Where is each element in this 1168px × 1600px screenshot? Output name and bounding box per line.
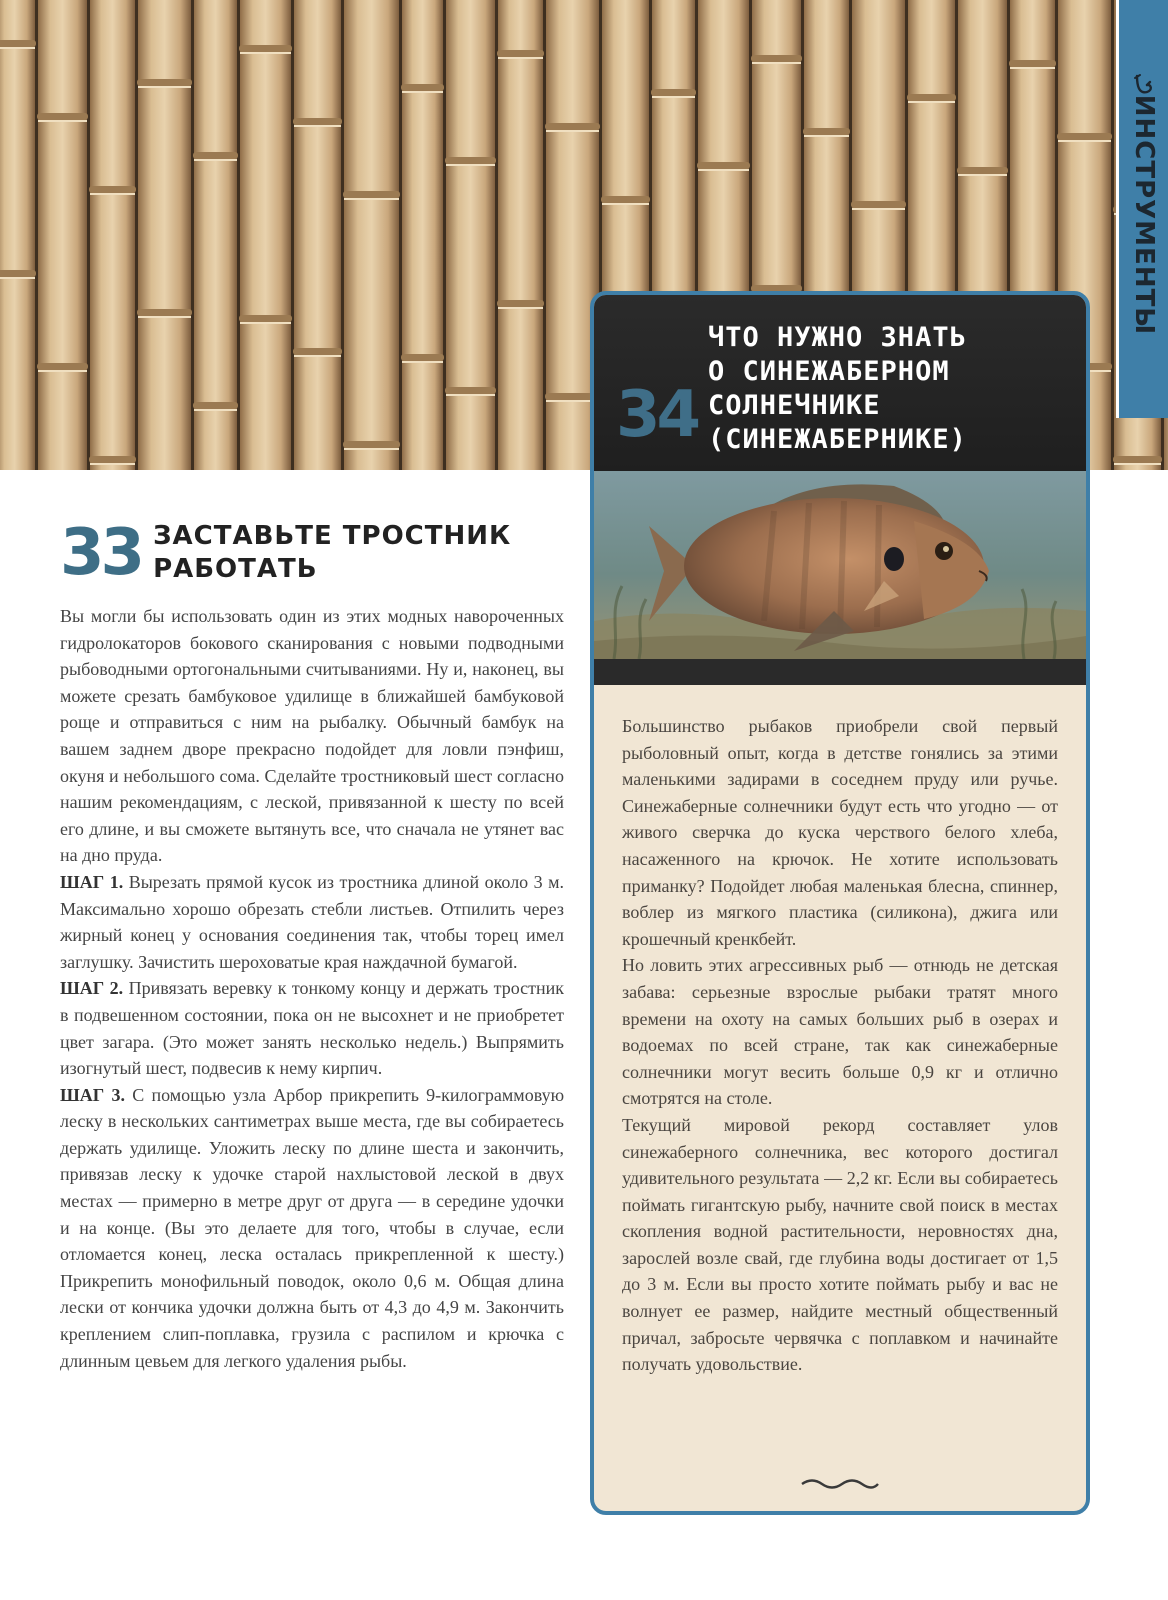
article-33-intro: Вы могли бы использовать один из этих модных навороченных гидролокаторов бокового сканирования с новыми подводными рыбоводными ортогональными считываниями. Ну и, наконец, вы можете срезать бамбуковое удилище в ближайшей бамбуковой роще и отправиться с ним на рыбалку. Обычный бамбук на вашем заднем дворе прекрасно подойдет для ловли пэнфиш, окуня и небольшого сома. Сделайте тростниковый шест согласно нашим рекомендациям, с леской, привязанной к шесту по всей его длине, и вы сможете вытянуть все, что сначала не утянет вас на дно пруда. xyxy=(60,606,564,866)
article-34-paragraph-2: Но ловить этих агрессивных рыб — отнюдь не детская забава: серьезные взрослые рыбаки тратят много времени на охоту на самых больших рыб в озерах и водоемах по всей стране, так как синежаберные солнечники могут весить больше 0,9 кг и отлично смотрятся на столе. xyxy=(622,955,1058,1109)
step-1-label: ШАГ 1. xyxy=(60,871,124,892)
step-3-text: С помощью узла Арбор прикрепить 9-килограммовую леску в нескольких сантиметрах выше места, где вы собираетесь держать удилище. Уложить леску по длине шеста и закончить, привязав леску к удочке старой нахлыстовой леской в двух местах — примерно в метре друг от друга — в середине удочки и на конце. (Вы это делаете для того, чтобы в случае, если отломается конец, леска осталась прикрепленной к шесту.) Прикрепить монофильный поводок, около 0,6 м. Общая длина лески от кончика удочки должна быть от 4,3 до 4,9 м. Закончить креплением слип-поплавка, грузила с распилом и крючка с длинным цевьем для легкого удаления рыбы. xyxy=(60,1084,565,1371)
step-3-label: ШАГ 3. xyxy=(60,1084,125,1105)
article-33-title-line-2: РАБОТАТЬ xyxy=(153,553,318,584)
article-34-box xyxy=(590,291,1090,1515)
bluegill-fish-photo xyxy=(594,471,1086,659)
article-33-heading xyxy=(60,515,564,590)
article-33 xyxy=(60,515,565,1374)
article-34-body xyxy=(622,713,1058,1378)
step-1-text: Вырезать прямой кусок из тростника длиной около 3 м. Максимально хорошо обрезать стебли листьев. Отпилить через жирный конец у основания соединения так, чтобы торец имел заглушку. Зачистить шероховатые края наждачной бумагой. xyxy=(60,871,565,972)
article-33-step-1 xyxy=(60,869,564,975)
photo-bottom-strip xyxy=(594,659,1086,685)
article-34-title-line-3: СОЛНЕЧНИКЕ xyxy=(708,390,881,421)
article-34-number: 34 xyxy=(616,378,698,452)
article-33-step-3 xyxy=(60,1082,564,1375)
section-label: ИНСТРУМЕНТЫ xyxy=(1128,94,1159,336)
article-34-title-line-1: ЧТО НУЖНО ЗНАТЬ xyxy=(708,322,967,353)
article-34-title-line-2: О СИНЕЖАБЕРНОМ xyxy=(708,356,950,387)
article-33-title-line-1: ЗАСТАВЬТЕ ТРОСТНИК xyxy=(153,521,512,551)
step-2-text: Привязать веревку к тонкому концу и держать тростник в подвешенном состоянии, пока он не высохнет и не приобретет цвет загара. (Это может занять несколько недель.) Выпрямить изогнутый шест, подвесив к нему кирпич. xyxy=(60,978,565,1079)
article-34-title xyxy=(708,321,1078,457)
article-34-paragraph-3: Текущий мировой рекорд составляет улов синежаберного солнечника, вес которого достигал удивительного результата — 2,2 кг. Если вы собираетесь поймать гигантскую рыбу, начните свой поиск в местах скопления водной растительности, неровностях дна, зарослей возле свай, где глубина воды достигает от 1,5 до 3 м. Если вы просто хотите поймать рыбу и вас не волнует ее размер, найдите местный общественный причал, забросьте червячка с поплавком и начинайте получать удовольствие. xyxy=(622,1114,1058,1375)
article-33-number: 33 xyxy=(60,515,142,590)
section-side-tab xyxy=(1116,0,1168,418)
wave-ornament-icon xyxy=(800,1477,880,1491)
article-34-title-line-4: (СИНЕЖАБЕРНИКЕ) xyxy=(708,424,967,455)
article-33-title xyxy=(153,520,511,585)
step-2-label: ШАГ 2. xyxy=(60,978,124,999)
article-33-step-2 xyxy=(60,975,564,1081)
article-33-body xyxy=(60,603,564,1374)
article-34-paragraph-1: Большинство рыбаков приобрели свой первый рыболовный опыт, когда в детстве гонялись за этими маленькими задирами в соседнем пруду или ручье. Синежаберные солнечники будут есть что угодно — от живого сверчка до куска черствого белого хлеба, насаженного на крючок. Не хотите использовать приманку? Подойдет любая маленькая блесна, спиннер, воблер из мягкого пластика (силикона), джига или крошечный кренкбейт. xyxy=(622,716,1058,949)
